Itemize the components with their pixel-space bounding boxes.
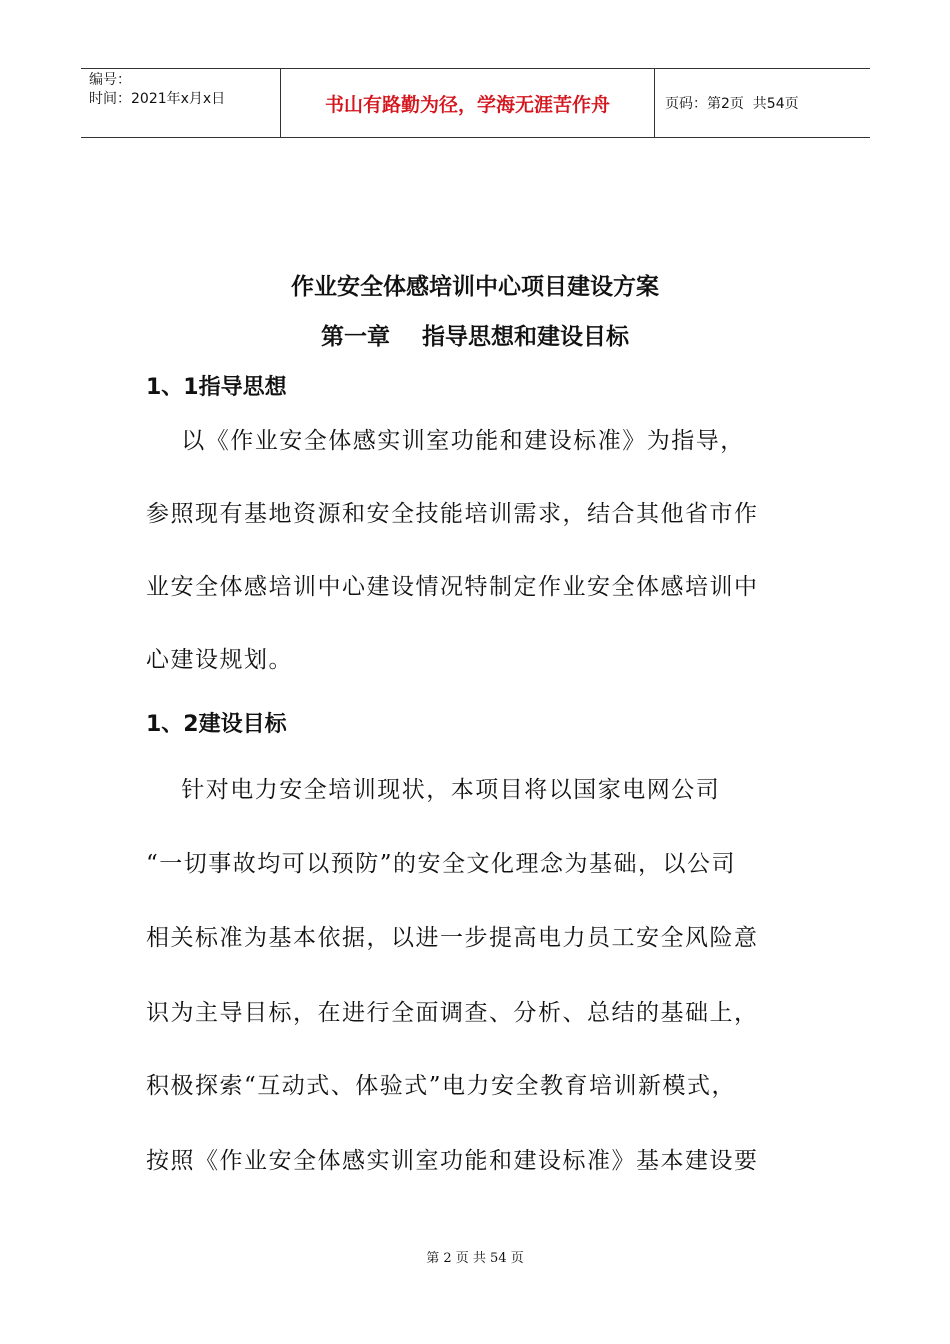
header-right-cell [655, 69, 870, 137]
section-heading-1: 1、1指导思想 [146, 375, 287, 400]
header-table [81, 68, 870, 138]
paragraph-line: 参照现有基地资源和安全技能培训需求，结合其他省市作 [146, 501, 759, 527]
paragraph-line: 积极探索“互动式、体验式”电力安全教育培训新模式， [146, 1073, 737, 1099]
time-label: 时间：2021年x月x日 [89, 91, 226, 107]
number-label: 编号： [89, 72, 131, 88]
chapter-title: 第一章 指导思想和建设目标 [320, 324, 630, 350]
paragraph-line: 识为主导目标，在进行全面调查、分析、总结的基础上， [146, 1000, 759, 1026]
paragraph-line: 相关标准为基本依据，以进一步提高电力员工安全风险意 [146, 925, 759, 951]
header-left-cell [81, 69, 281, 137]
section-heading-2: 1、2建设目标 [146, 712, 287, 737]
paragraph-line: 按照《作业安全体感实训室功能和建设标准》基本建设要 [146, 1148, 759, 1174]
page-info: 页码：第2页 共54页 [665, 96, 799, 112]
paragraph-line: “一切事故均可以预防”的安全文化理念为基础，以公司 [146, 851, 737, 877]
paragraph-line: 业安全体感培训中心建设情况特制定作业安全体感培训中 [146, 574, 759, 600]
paragraph-line: 针对电力安全培训现状，本项目将以国家电网公司 [146, 777, 721, 803]
paragraph-line: 心建设规划。 [146, 647, 293, 673]
paragraph-line: 以《作业安全体感实训室功能和建设标准》为指导， [146, 428, 745, 454]
page-footer: 第 2 页 共 54 页 [426, 1251, 524, 1266]
motto: 书山有路勤为径，学海无涯苦作舟 [281, 69, 655, 137]
document-title: 作业安全体感培训中心项目建设方案 [291, 274, 659, 300]
